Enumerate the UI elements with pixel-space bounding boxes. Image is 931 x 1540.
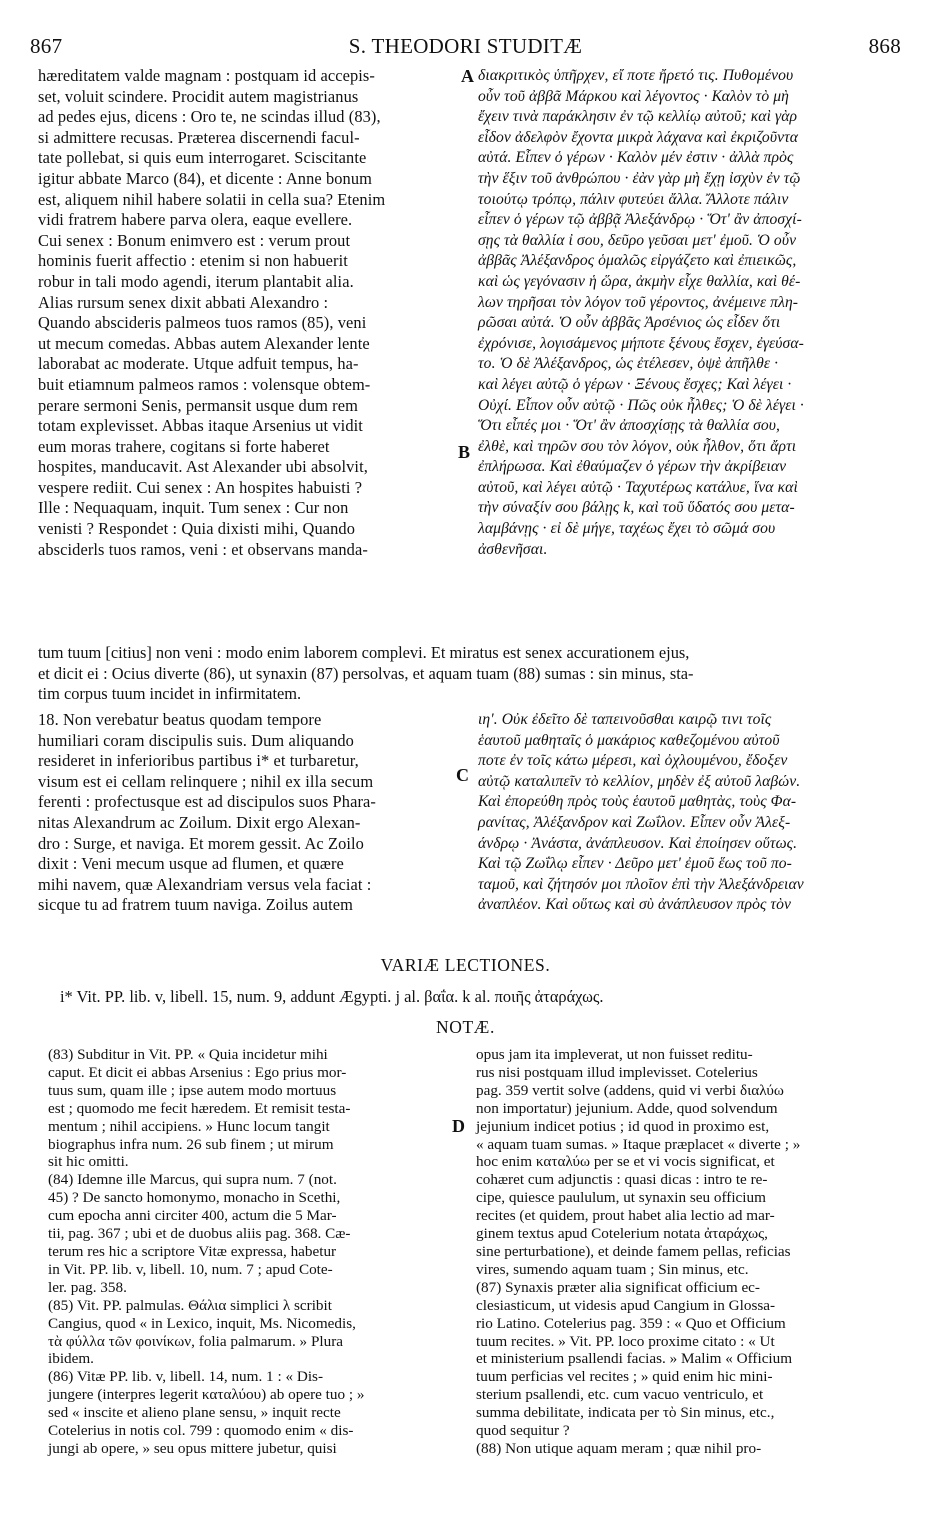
notes-left-column [48,1046,365,1458]
text-line: Quando abscideris palmeos tuos ramos (85), veni [38,313,367,333]
text-line: ut mecum comedas. Abbas autem Alexander lente [38,333,370,353]
margin-marker-c: C [456,765,469,785]
text-line: hominis fuerit affectio : etenim si non habuerit [38,251,348,271]
text-line: Ὅτι εἶπές μοι · Ὅτ' ἂν ἀποσχίσῃς τὰ θαλλία σου, [478,417,781,435]
notes-right-column [476,1046,800,1458]
text-line: jungi ab opere, » seu opus mittere jubetur, quisi [48,1439,337,1457]
text-line: ἐχρόνισε, λογισάμενος μήποτε ξένους ἔσχεν, ἐγεύσα- [478,334,804,352]
text-line: διακριτικὸς ὑπῆρχεν, εἴ ποτε ἤρετό τις. Πυθομένου [478,67,794,84]
text-line: hospites, manducavit. Ast Alexander ubi absolvit, [38,457,368,477]
margin-marker-a: A [461,66,474,86]
text-line: Cotelerius in notis col. 799 : quomodo enim « dis- [48,1422,354,1440]
margin-marker-b: B [458,442,471,462]
text-line: rus nisi postquam illud implevisset. Cotelerius [476,1063,758,1081]
text-line: Cangius, quod « in Lexico, inquit, Ms. Nicomedis, [48,1314,356,1332]
text-line: Καὶ τῷ Ζωΐλῳ εἶπεν · Δεῦρο μετ' ἐμοῦ ἕως τοῦ πο- [478,855,792,873]
text-line: clesiasticum, ut videsis apud Cangium in Glossa- [476,1296,776,1314]
text-line: tuus sum, quam ille ; ipse autem modo mortuus [48,1081,337,1099]
text-line: caput. Et dicit ei abbas Arsenius : Ego prius mor- [48,1063,347,1081]
text-line: (84) Idemne ille Marcus, qui supra num. 7 (not. [48,1171,337,1189]
text-line: λαμβάνῃς · εἰ δὲ μήγε, ταχέως ἔχει τὸ σῶμά σου [478,520,776,538]
text-line: άνδρῳ · Ἀνάστα, ἀνάπλευσον. Καὶ ἐποίησεν οὕτως. [478,834,798,852]
full-width-text [38,643,694,705]
text-line: totam explevisset. Abbas itaque Arsenius ut vidit [38,416,363,436]
text-line: Καὶ ἐπορεύθη πρὸς τοὺς ἑαυτοῦ μαθητὰς, τοὺς Φα- [478,793,797,811]
text-line: αὐτά. Εἶπεν ὁ γέρων · Καλὸν μέν ἐστιν · ἀλλὰ πρὸς [478,149,794,167]
text-line: tii, pag. 367 ; ubi et de duobus aliis pag. 368. Cæ- [48,1225,351,1243]
text-line: et dicit ei : Ocius diverte (86), ut synaxin (87) persolvas, et aquam tuam (88) sumas : sin minus, sta- [38,663,694,683]
text-line: ginem textus apud Cotelerium notata ἀταράχως, [476,1225,768,1243]
text-line: vespere rediit. Cui senex : An hospites habuisti ? [38,477,363,497]
text-line: ἐλθὲ, καὶ τηρῶν σου τὸν λόγον, οὐκ ἦλθον, ὅτι ἄρτι [478,437,797,455]
text-line: est, aliquem nihil habere solatii in cella sua? Etenim [38,189,386,209]
text-line: ποτε ἐν τοῖς κάτω μέρεσι, καὶ ὀχλουμένου, ἔδοξεν [478,752,788,770]
text-line: hæreditatem valde magnam : postquam id accepis- [38,66,375,85]
text-line: sine perturbatione), et deinde famem pellas, reficias [476,1242,791,1260]
text-line: eum moras trahere, cogitans si forte haberet [38,436,330,456]
text-line: mentum ; nihil accipiens. » Hunc locum tangit [48,1117,330,1135]
text-line: Alias rursum senex dixit abbati Alexandro : [38,292,329,312]
greek-column-block1 [478,66,804,560]
text-line: ἀσθενῆσαι. [478,540,548,558]
text-line: οὖν τοῦ ἀββᾶ Μάρκου καὶ λέγοντος · Καλὸν τὸ μὴ [478,87,790,105]
text-line: tuum recites. » Vit. PP. loco proxime citato : « Ut [476,1332,775,1350]
text-line: Ille : Nequaquam, inquit. Tum senex : Cur non [38,498,349,518]
text-line: set, voluit scindere. Procidit autem magistrianus [38,86,359,106]
text-line: ταμοῦ, καὶ ζήτησόν μοι πλοῖον ἐπὶ τὴν Ἀλεξάνδρειαν [478,875,804,893]
text-line: ad pedes ejus, dicens : Oro te, ne scindas illud (83), [38,107,381,127]
text-line: cohæret cum adjunctis : quasi dicas : intro te re- [476,1171,768,1189]
text-line: si admittere recusas. Præterea discernendi facul- [38,127,360,147]
text-line: τὴν σύναξίν σου βάλῃς k, καὶ τοῦ ὕδατός σου μετα- [478,499,795,517]
text-line: tim corpus tuum incidet in infirmitatem. [38,684,302,704]
text-line: τοιούτῳ τρόπῳ, πάλιν φυτεύει ἄλλα. Ἄλλοτε πάλιν [478,190,789,208]
variae-lectiones-line: i* Vit. PP. lib. v, libell. 15, num. 9, addunt Ægypti. j al. βαΐα. k al. ποιῆς ἀταράχως. [60,987,604,1006]
text-line: (88) Non utique aquam meram ; quæ nihil pro- [476,1439,762,1457]
latin-column-block1 [38,66,385,560]
text-line: dixit : Veni mecum usque ad flumen, et quære [38,854,344,874]
text-line: αὐτῷ καταλιπεῖν τὸ κελλίον, μηδὲν ἐξ αὐτοῦ λαβών. [478,772,801,790]
text-line: cum epocha anni circiter 400, actum die 5 Mar- [48,1207,337,1225]
text-line: pag. 359 vertit solve (addens, quid vi verbi διαλύω [476,1081,784,1099]
text-line: jungere (interpres legerit καταλύου) ab opere tuo ; » [48,1386,365,1404]
text-line: humiliari coram discipulis suis. Dum aliquando [38,730,354,750]
text-line: sterium psallendi, etc. cum vacuo ventriculo, et [476,1386,764,1404]
text-line: το. Ὁ δὲ Ἀλέξανδρος, ὡς ἐτέλεσεν, ὀψὲ ἀπῆλθε · [478,355,779,373]
text-line: sed « inscite et alieno plane sensu, » inquit recte [48,1404,341,1422]
text-line: tate pollebat, si quis eum interrogaret. Sciscitante [38,148,367,168]
text-line: vidi fratrem habere parva olera, eaque evellere. [38,210,353,230]
text-line: ferenti : profectusque est ad discipulos suos Phara- [38,792,376,812]
notae-heading: NOTÆ. [436,1017,495,1037]
text-line: (86) Vitæ PP. lib. v, libell. 14, num. 1 : « Dis- [48,1368,324,1386]
text-line: tum tuum [citius] non veni : modo enim laborem complevi. Et miratus est senex accurationem ejus, [38,643,690,662]
text-line: σῃς τὰ θαλλία ἰ σου, δεῦρο γεῦσαι μετ' ἐμοῦ. Ὁ οὖν [478,231,797,249]
text-line: (85) Vit. PP. palmulas. Θάλια simplici λ scribit [48,1296,332,1314]
greek-column-block2 [478,710,804,916]
text-line: εἶπεν ὁ γέρων τῷ ἀββᾷ Ἀλεξάνδρῳ · Ὅτ' ἂν ἀποσχί- [478,211,802,229]
text-line: laborabat ac moderate. Utque adfuit tempus, ha- [38,354,359,374]
text-line: ler. pag. 358. [48,1278,127,1296]
text-line: « aquam tuam sumas. » Itaque præplacet « diverte ; » [476,1135,801,1153]
text-line: τὴν ἕξιν τοῦ ἀνθρώπου · ἐὰν γὰρ μὴ ἔχῃ ἰσχὺν ἐν τῷ [478,169,801,187]
text-line: quod sequitur ? [476,1422,570,1440]
text-line: ιη'. Οὐκ ἐδεῖτο δὲ ταπεινοῦσθαι καιρῷ τινι τοῖς [478,711,772,728]
text-line: Οὐχί. Εἶπον οὖν αὐτῷ · Πῶς οὐκ ἦλθες; Ὁ δὲ λέγει · [478,396,804,414]
text-line: visum est ei cellam relinquere ; nihil ex illa secum [38,771,374,791]
text-line: ἔχειν τινὰ παράκλησιν ἐν τῷ κελλίῳ αὐτοῦ; καὶ γὰρ [478,108,798,126]
text-line: καὶ λέγει αὐτῷ ὁ γέρων · Ξένους ἔσχες; Καὶ λέγει · [478,375,792,393]
text-line: absciderls tuos ramos, veni : et observans manda- [38,539,368,559]
text-line: ἑαυτοῦ μαθηταῖς ὁ μακάριος καθεζομένου αὐτοῦ [478,731,780,749]
text-line: cipe, quiesce paululum, ut synaxin seu officium [476,1189,766,1207]
text-line: ρανίτας, Ἀλέξανδρον καὶ Ζωΐλον. Εἶπεν οὖν Ἀλεξ- [478,813,791,831]
text-line: robur in tali modo agendi, iterum plantabit alia. [38,271,354,291]
text-line: (83) Subditur in Vit. PP. « Quia incidetur mihi [48,1046,328,1063]
page-number-right: 868 [868,34,901,58]
text-line: ἐπλήρωσα. Καὶ ἐθαύμαζεν ὁ γέρων τὴν ἀκρίβειαν [478,458,787,476]
text-line: mihi navem, quæ Alexandriam versus vela faciat : [38,874,372,894]
text-line: igitur abbate Marco (84), et dicente : Anne bonum [38,168,372,188]
text-line: et ministerium psallendi facias. » Malim « Officium [476,1350,793,1368]
text-line: nitas Alexandrum ac Zoilum. Dixit ergo Alexan- [38,812,361,832]
text-line: ἀββᾶς Ἀλέξανδρος ὁμαλῶς εἰργάζετο καὶ ἐπιεικῶς, [478,252,797,270]
page-header [30,34,901,60]
text-line: λων τηρῆσαι τὸν λόγον τοῦ γέροντος, ἀνέμεινε πλη- [478,293,799,311]
text-line: ρῶσαι αὐτά. Ὁ οὖν ἀββᾶς Ἀρσένιος ὡς εἶδεν ὅτι [478,314,781,332]
text-line: καὶ ὡς γεγόνασιν ἡ ὥρα, ἀκμὴν εἶχε θαλλία, καὶ θέ- [478,272,801,290]
latin-column-block2 [38,710,376,916]
running-title: S. THEODORI STUDITÆ [348,34,583,58]
text-line: ἀναπλέον. Καὶ οὕτως καὶ σὺ ἀνάπλευσον πρὸς τὸν [478,896,791,914]
text-line: jejunium indicet potius ; id quod in proximo est, [476,1117,770,1135]
text-line: perare sermoni Senis, permansit usque dum rem [38,395,358,415]
text-line: sit hic omitti. [48,1153,129,1171]
text-line: non importatur) jejunium. Adde, quod solvendum [476,1099,778,1117]
text-line: 18. Non verebatur beatus quodam tempore [38,710,322,729]
text-line: ibidem. [48,1350,94,1368]
text-line: Cui senex : Bonum enimvero est : verum prout [38,230,351,250]
text-line: terum res hic a scriptore Vitæ expressa, habetur [48,1242,337,1260]
text-line: τὰ φύλλα τῶν φοινίκων, folia palmarum. » Plura [48,1332,344,1350]
text-line: est ; quomodo me fecit hæredem. Et remisit testa- [48,1099,351,1117]
variae-lectiones-heading: VARIÆ LECTIONES. [380,955,551,975]
text-line: αὐτοῦ, καὶ λέγει αὐτῷ · Ταχυτέρως κατάλυε, ἵνα καὶ [478,478,798,496]
text-line: (87) Synaxis præter alia significat officium ec- [476,1278,760,1296]
text-line: recites (et quidem, prout habet alia lectio ad mar- [476,1207,775,1225]
text-line: buit etiamnum palmeos ramos : volensque obtem- [38,374,371,394]
text-line: biographus infra num. 26 sub finem ; ut mirum [48,1135,334,1153]
text-line: summa debilitate, indicata per τὸ Sin minus, etc., [476,1404,775,1422]
text-line: hoc enim καταλύω per se et vi vocis significat, et [476,1153,775,1171]
text-line: venisti ? Respondet : Quia dixisti mihi, Quando [38,519,356,539]
text-line: εἶδον ἀδελφὸν ἔχοντα μικρὰ λάχανα καὶ ἐκριζοῦντα [478,128,799,146]
text-line: in Vit. PP. lib. v, libell. 10, num. 7 ; apud Cote- [48,1260,333,1278]
text-line: dro : Surge, et naviga. Et morem gessit. Ac Zoilo [38,833,364,853]
text-line: 45) ? De sancto homonymo, monacho in Scethi, [48,1189,341,1207]
page-number-left: 867 [30,34,63,58]
text-line: tuum perficias vel recites ; » quid enim hic mini- [476,1368,773,1386]
margin-marker-d: D [452,1116,465,1136]
text-line: vires, sumendo aquam tuam ; Sin minus, etc. [476,1260,749,1278]
text-line: opus jam ita impleverat, ut non fuisset reditu- [476,1046,753,1063]
text-line: sicque tu ad fratrem tuum naviga. Zoilus autem [38,895,354,915]
text-line: resideret in inferioribus partibus i* et turbaretur, [38,751,359,771]
text-line: rio Latino. Cotelerius pag. 359 : « Quo et Officium [476,1314,786,1332]
